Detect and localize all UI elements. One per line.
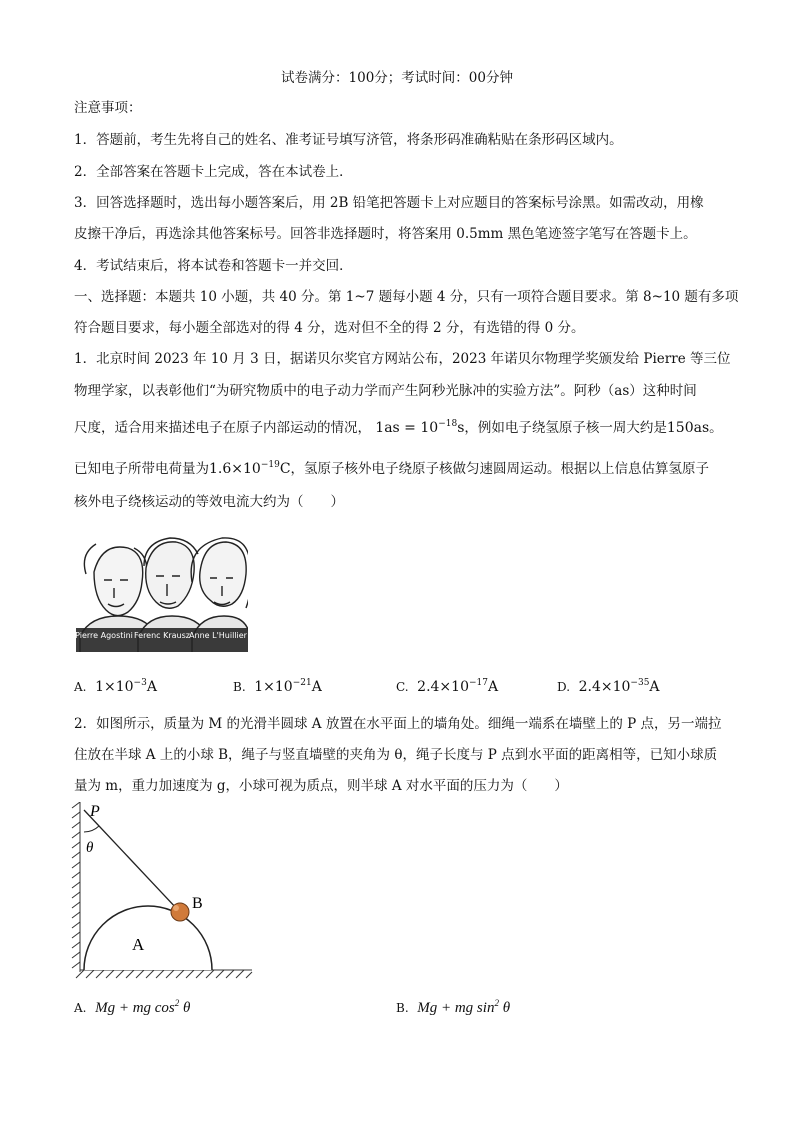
q1-option-b[interactable]: B. $1\times 10^{-21}A$ — [233, 678, 322, 695]
note-item-2: 2．全部答案在答题卡上完成，答在本试卷上． — [74, 164, 353, 180]
q2-option-a[interactable]: A. Mg + mg $\cos^2 \theta$ — [74, 998, 191, 1016]
section1-line1: 一、选择题：本题共 10 小题，共 40 分。第 1~7 题每小题 4 分，只有一项符合题目要求。第 8~10 题有多项 — [74, 289, 739, 305]
q1-option-d[interactable]: D. $2.4\times 10^{-35}A$ — [557, 678, 660, 695]
rope — [84, 810, 178, 910]
label-theta: θ — [86, 840, 94, 856]
label-b: B — [192, 895, 203, 912]
q1-option-c[interactable]: C. $2.4\times 10^{-17}A$ — [396, 678, 499, 695]
ball-b — [171, 903, 189, 921]
section1-line2: 符合题目要求，每小题全部选对的得 4 分，选对但不全的得 2 分，有选错的得 0 分。 — [74, 320, 585, 336]
notes-title: 注意事项： — [74, 100, 142, 116]
note-item-3-cont: 皮擦干净后，再选涂其他答案标号。回答非选择题时，将答案用 0.5mm 黑色笔迹签字笔写在答题卡上。 — [74, 226, 697, 242]
q1-line5: 核外电子绕核运动的等效电流大约为（ ） — [74, 494, 344, 510]
q1-line3: 尺度，适合用来描述电子在原子内部运动的情况， $1as = 10^{-18}s$，例如电子绕氢原子核一周大约是150as。 — [74, 419, 723, 436]
hemisphere-figure — [70, 802, 255, 982]
q2-line3: 量为 m，重力加速度为 g，小球可视为质点，则半球 A 对水平面的压力为（ ） — [74, 778, 568, 794]
q1-line3-text-a: 尺度，适合用来描述电子在原子内部运动的情况， — [74, 420, 371, 436]
label-p: P — [90, 803, 100, 820]
q1-charge-value: $1.6\times 10^{-19}C$ — [209, 460, 291, 477]
q2-option-b[interactable]: B. Mg + mg $\sin^2 \theta$ — [396, 998, 511, 1016]
nobel-laureates-image — [76, 532, 248, 652]
caption-krausz: Ferenc Krausz — [133, 631, 191, 640]
q2-line2: 住放在半球 A 上的小球 B，绳子与竖直墙壁的夹角为 θ，绳子长度与 P 点到水平面的距离相等，已知小球质 — [74, 747, 718, 763]
q1-line3-text-b: ，例如电子绕氢原子核一周大约是 — [464, 420, 667, 436]
note-item-1: 1．答题前，考生先将自己的姓名、准考证号填写济管，将条形码准确粘贴在条形码区域内。 — [74, 132, 623, 148]
q2-line1: 2．如图所示，质量为 M 的光滑半圆球 A 放置在水平面上的墙角处。细绳一端系在墙壁上的 P 点，另一端拉 — [74, 716, 722, 732]
q1-period-value: 150as — [666, 420, 710, 436]
q1-line4: 已知电子所带电荷量为$1.6\times 10^{-19}C$，氢原子核外电子绕原子核做匀速圆周运动。根据以上信息估算氢原子 — [74, 460, 710, 477]
q1-line2: 物理学家，以表彰他们“为研究物质中的电子动力学而产生阿秒光脉冲的实验方法”。阿秒（as）这种时间 — [74, 383, 697, 399]
note-item-3: 3．回答选择题时，选出每小题答案后，用 2B 铅笔把答题卡上对应题目的答案标号涂黑。如需改动，用橡 — [74, 195, 704, 211]
label-a: A — [132, 935, 145, 954]
caption-agostini-1: Pierre Agostini — [76, 631, 133, 640]
caption-lhuillier: Anne L'Huillier — [189, 631, 247, 640]
q1-line1: 1．北京时间 2023 年 10 月 3 日，据诺贝尔奖官方网站公布，2023 年诺贝尔物理学奖颁发给 Pierre 等三位 — [74, 351, 731, 367]
q1-as-definition: $1as = 10^{-18}s$ — [375, 419, 465, 436]
note-item-4: 4．考试结束后，将本试卷和答题卡一并交回． — [74, 258, 353, 274]
exam-header: 试卷满分：100分；考试时间：00分钟 — [281, 70, 513, 86]
hemisphere-a — [84, 906, 212, 970]
q1-option-a[interactable]: A. $1\times 10^{-3}A$ — [74, 678, 157, 695]
